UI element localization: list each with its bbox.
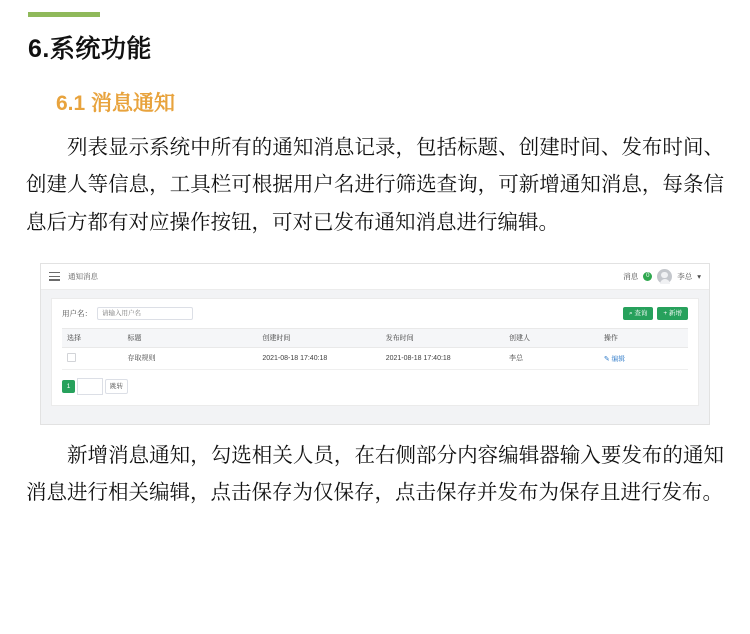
page-jump-button[interactable]: 跳转 xyxy=(105,379,128,394)
toolbar-actions xyxy=(623,307,688,320)
row-created-at: 2021-08-18 17:40:18 xyxy=(257,347,380,369)
row-creator: 李总 xyxy=(504,347,599,369)
row-checkbox[interactable] xyxy=(67,353,76,362)
table-head xyxy=(62,328,688,347)
column-created: 创建时间 xyxy=(257,328,380,347)
breadcrumb: 通知消息 xyxy=(68,271,98,281)
edit-button[interactable]: ✎ 编辑 xyxy=(603,356,626,364)
column-published: 发布时间 xyxy=(381,328,504,347)
hamburger-icon[interactable] xyxy=(49,272,60,281)
row-checkbox-cell xyxy=(62,347,123,369)
user-name[interactable]: 李总 xyxy=(677,271,693,281)
page-1-button[interactable]: 1 xyxy=(62,380,75,393)
section-subtitle: 6.1 消息通知 xyxy=(56,92,176,115)
column-creator: 创建人 xyxy=(504,328,599,347)
table-header-row xyxy=(62,328,688,347)
pencil-icon: ✎ xyxy=(603,356,610,364)
pagination xyxy=(62,378,688,395)
plus-icon: + xyxy=(663,309,668,317)
search-icon: ⌕ xyxy=(628,309,633,317)
search-button[interactable]: ⌕ 查询 xyxy=(623,307,653,320)
app-body xyxy=(41,290,709,414)
row-title: 存取规则 xyxy=(123,347,258,369)
column-action: 操作 xyxy=(599,328,688,347)
accent-rule xyxy=(28,12,100,17)
document-page xyxy=(0,12,750,634)
message-label[interactable]: 消息 xyxy=(623,271,639,281)
content-panel xyxy=(51,298,699,406)
message-badge: 0 xyxy=(643,272,652,281)
app-screenshot xyxy=(40,263,710,425)
paragraph-two: 新增消息通知，勾选相关人员，在右侧部分内容编辑器输入要发布的通知消息进行相关编辑，点击保存为仅保存，点击保存并发布为保存且进行发布。 xyxy=(26,443,724,505)
row-action-cell xyxy=(599,347,688,369)
column-title: 标题 xyxy=(123,328,258,347)
paragraph-one: 列表显示系统中所有的通知消息记录，包括标题、创建时间、发布时间、创建人等信息，工具栏可根据用户名进行筛选查询，可新增通知消息，每条信息后方都有对应操作按钮，可对已发布通知消息进行编辑。 xyxy=(26,136,724,234)
row-published-at: 2021-08-18 17:40:18 xyxy=(381,347,504,369)
search-input[interactable] xyxy=(97,307,193,320)
app-header xyxy=(41,264,709,290)
table-body xyxy=(62,347,688,369)
notifications-table xyxy=(62,328,688,370)
column-select: 选择 xyxy=(62,328,123,347)
header-right-group xyxy=(623,269,701,284)
page-title: 6.系统功能 xyxy=(28,35,152,63)
chevron-down-icon[interactable]: ▾ xyxy=(697,271,701,281)
table-row[interactable] xyxy=(62,347,688,369)
avatar-icon[interactable] xyxy=(657,269,672,284)
filter-toolbar xyxy=(62,307,688,320)
username-label: 用户名： xyxy=(62,308,92,318)
add-button[interactable]: + 新增 xyxy=(657,307,688,320)
page-jump-input[interactable] xyxy=(77,378,103,395)
